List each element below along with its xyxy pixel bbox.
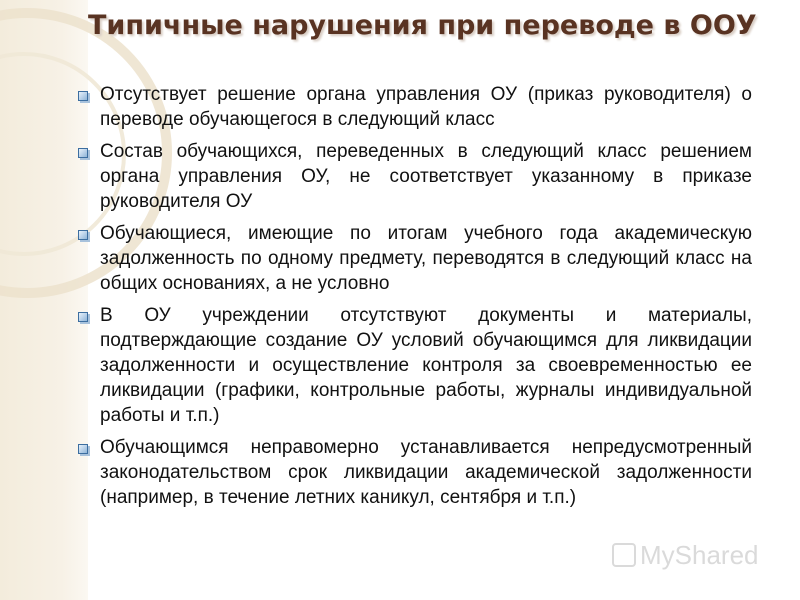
list-item: [76, 139, 752, 214]
list-item: [76, 221, 752, 296]
square-bullet-icon: [78, 230, 88, 240]
square-bullet-icon: [78, 444, 88, 454]
slide-title: Типичные нарушения при переводе в ООУ: [88, 10, 757, 41]
list-item-text: В ОУ учреждении отсутствуют документы и материалы, подтверждающие создание ОУ условий обучающимся для ликвидации задолженности и осуществление контроля за своевременностью ее ликвидации (графики, контрольные работы, журналы индивидуальной работы и т.п.): [100, 305, 752, 426]
violations-list: [76, 82, 752, 517]
watermark: [612, 540, 759, 571]
list-item: [76, 435, 752, 510]
myshared-logo-icon: [612, 543, 636, 567]
list-item-text: Отсутствует решение органа управления ОУ (приказ руководителя) о переводе обучающегося в следующий класс: [100, 84, 752, 130]
list-item: [76, 82, 752, 132]
watermark-text: MyShared: [640, 540, 759, 570]
list-item-text: Состав обучающихся, переведенных в следующий класс решением органа управления ОУ, не соответствует указанному в приказе руководителя ОУ: [100, 141, 752, 212]
list-item: [76, 303, 752, 428]
list-item-text: Обучающиеся, имеющие по итогам учебного года академическую задолженность по одному предмету, переводятся в следующий класс на общих основаниях, а не условно: [100, 223, 752, 294]
square-bullet-icon: [78, 91, 88, 101]
square-bullet-icon: [78, 148, 88, 158]
square-bullet-icon: [78, 312, 88, 322]
list-item-text: Обучающимся неправомерно устанавливается непредусмотренный законодательством срок ликвидации академической задолженности (например, в течение летних каникул, сентября и т.п.): [100, 437, 752, 508]
